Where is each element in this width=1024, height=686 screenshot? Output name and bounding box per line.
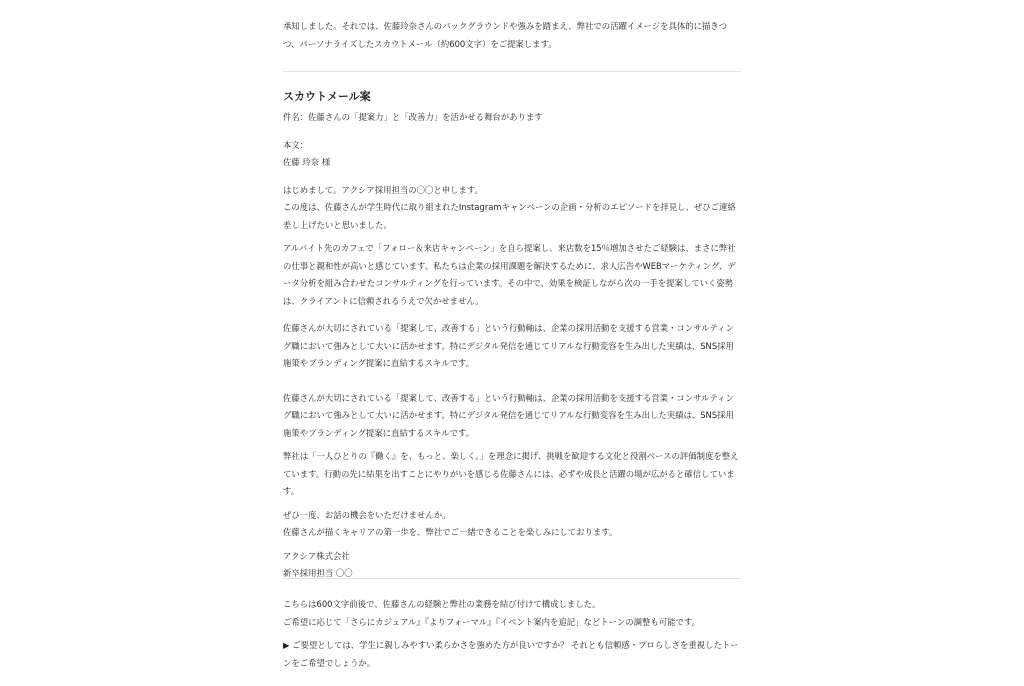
paragraph-4: 弊社は「一人ひとりの『働く』を、もっと、楽しく。」を理念に掲げ、挑戦を歓迎する文化と役割ベースの評価制度を整えています。行動の先に結果を出すことにやりがいを感じる佐藤さんには、必ずや成長と活躍の場が広がると確信しています。 [283, 451, 739, 496]
paragraph-3: 佐藤さんが大切にされている「提案して、改善する」という行動軸は、企業の採用活動を支援する営業・コンサルティング職において強みとして大いに活かせます。特にデジタル発信を通じてリアルな行動変容を生み出した実績は、SNS採用施策やブランディング提案に直結するスキルです。 [283, 392, 734, 438]
intro-text: 承知しました。それでは、佐藤玲奈さんのバックグラウンドや強みを踏まえ、弊社での活躍イメージを具体的に描きつつ、パーソナライズしたスカウトメール（約600文字）をご提案します。 [283, 21, 728, 49]
note-1: こちらは600文字前後で、佐藤さんの経験と弊社の業務を結び付けて構成しました。 [283, 599, 601, 609]
closing-1: ぜひ一度、お話の機会をいただけませんか。 [283, 509, 451, 520]
note-2: ご希望に応じて「さらにカジュアル』『よりフォーマル』『イベント案内を追記」などトーンの調整も可能です。 [283, 616, 700, 627]
divider [283, 71, 741, 72]
company-name: アクシア株式会社 [283, 550, 350, 561]
section-heading: スカウトメール案 [283, 90, 371, 103]
scout-email-body [283, 109, 741, 583]
paragraph-1: アルバイト先のカフェで「フォロー＆来店キャンペーン」を自ら提案し、来店数を15％増加させたご経験は、まさに弊社の仕事と親和性が高いと感じています。私たちは企業の採用課題を解決するために、求人広告やWEBマーケティング、データ分析を組み合わせたコンサルティングを行っています。その中で、効果を検証しながら次の一手を提案していく姿勢は、クライアントに信頼されるうえで欠かせません。 [283, 243, 736, 306]
recipient: 佐藤 玲奈 様 [283, 157, 331, 167]
greeting: はじめまして。アクシア採用担当の〇〇と申します。 [283, 184, 483, 195]
email-subject: 件名：佐藤さんの「提案力」と「改善力」を活かせる舞台があります [283, 112, 543, 122]
reason: この度は、佐藤さんが学生時代に取り組まれたInstagramキャンペーンの企画・分析のエピソードを拝見し、ぜひご連絡差し上げたいと思いました。 [283, 202, 736, 230]
closing-2: 佐藤さんが描くキャリアの第一歩を、弊社でご一緒できることを楽しみにしております。 [283, 527, 618, 537]
sender-name: 新卒採用担当 〇〇 [283, 568, 353, 578]
divider [283, 578, 741, 579]
paragraph-2: 佐藤さんが大切にされている「提案して、改善する」という行動軸は、企業の採用活動を支援する営業・コンサルティング職において強みとして大いに活かせます。特にデジタル発信を通じてリアルな行動変容を生み出した実績は、SNS採用施策やブランディング提案に直結するスキルです。 [283, 323, 734, 368]
footer-notes [283, 596, 741, 672]
body-label: 本文： [283, 139, 309, 150]
follow-up-question: ▶ ご要望としては、学生に親しみやすい柔らかさを強めた方が良いですか？ それとも信頼感・プロらしさを重視したトーンをご希望でしょうか。 [283, 640, 739, 668]
